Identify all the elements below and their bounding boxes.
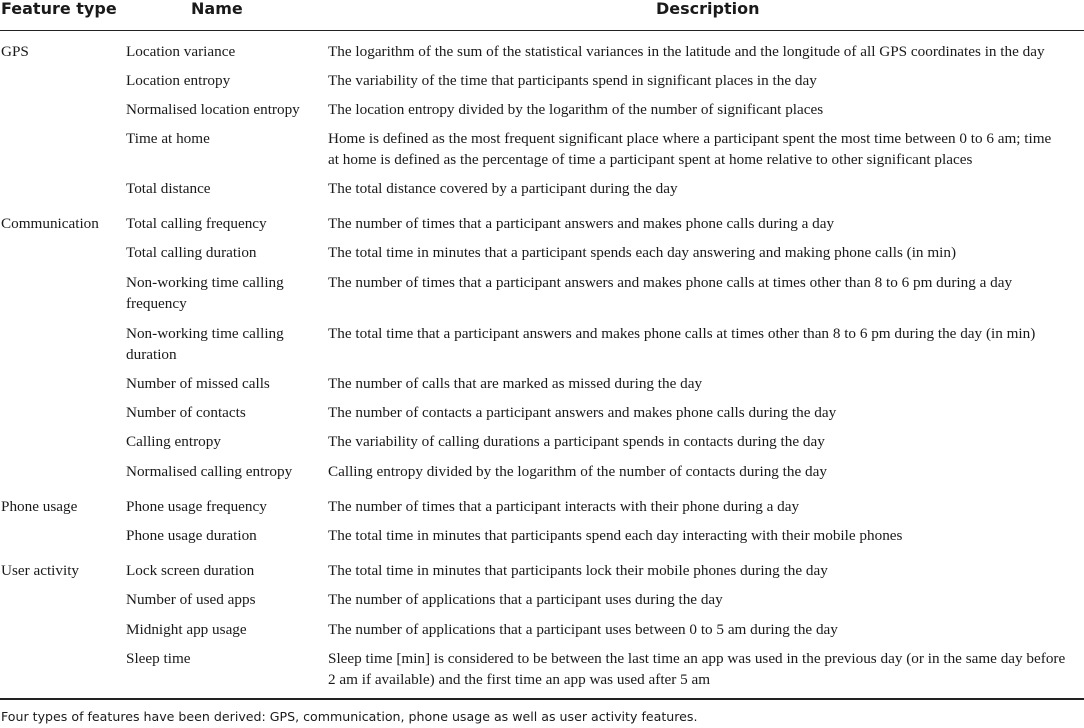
- feature-name-cell: Number of contacts: [126, 404, 246, 421]
- feature-description-cell: The total distance covered by a participant during the day: [328, 180, 678, 197]
- feature-description-cell: The location entropy divided by the logarithm of the number of significant places: [328, 101, 824, 118]
- feature-name-cell: Total distance: [126, 180, 211, 197]
- feature-description-cell: The number of times that a participant interacts with their phone during a day: [328, 498, 800, 515]
- feature-name-cell: Location variance: [126, 43, 236, 60]
- feature-description-cell: The total time in minutes that a participant spends each day answering and making phone calls (in min): [328, 244, 956, 261]
- feature-description-cell: The variability of the time that participants spend in significant places in the day: [328, 72, 817, 89]
- feature-name-cell: Time at home: [126, 130, 210, 147]
- feature-description-cell: Sleep time [min] is considered to be between the last time an app was used in the previous day (or in the same day before: [328, 650, 1066, 667]
- feature-description-cell: The total time in minutes that participants lock their mobile phones during the day: [328, 562, 828, 579]
- feature-description-cell: Calling entropy divided by the logarithm of the number of contacts during the day: [328, 463, 827, 480]
- feature-name-cell: Lock screen duration: [126, 562, 255, 579]
- feature-name-cell: Location entropy: [126, 72, 231, 89]
- feature-name-cell: Total calling duration: [126, 244, 257, 261]
- feature-description-cell: The number of contacts a participant answers and makes phone calls during the day: [328, 404, 837, 421]
- feature-name-cell: Calling entropy: [126, 433, 221, 450]
- header-rule: [0, 30, 1084, 31]
- feature-description-cell: at home is defined as the percentage of time a participant spent at home relative to other significant places: [328, 151, 973, 168]
- feature-type-cell: GPS: [1, 43, 29, 60]
- feature-description-cell: The total time in minutes that participants spend each day interacting with their mobile phones: [328, 527, 903, 544]
- feature-description-cell: The number of times that a participant answers and makes phone calls during a day: [328, 215, 835, 232]
- feature-name-cell: Normalised calling entropy: [126, 463, 293, 480]
- header-description: Description: [656, 0, 760, 18]
- feature-description-cell: The number of times that a participant answers and makes phone calls at times other than 8 to 6 pm during a day: [328, 274, 1013, 291]
- feature-name-cell: Number of used apps: [126, 591, 256, 608]
- feature-name-cell: Non-working time calling: [126, 274, 284, 291]
- feature-name-cell: Total calling frequency: [126, 215, 267, 232]
- feature-name-cell: Midnight app usage: [126, 621, 247, 638]
- feature-name-cell: Sleep time: [126, 650, 191, 667]
- feature-description-cell: 2 am if available) and the first time an app was used after 5 am: [328, 671, 711, 688]
- feature-type-cell: Phone usage: [1, 498, 78, 515]
- feature-type-cell: Communication: [1, 215, 99, 232]
- header-feature-type: Feature type: [1, 0, 117, 18]
- feature-name-cell: Normalised location entropy: [126, 101, 300, 118]
- feature-name-cell: Phone usage duration: [126, 527, 257, 544]
- feature-description-cell: The number of applications that a participant uses between 0 to 5 am during the day: [328, 621, 838, 638]
- feature-name-cell: duration: [126, 346, 177, 363]
- table-bottom-rule: [0, 698, 1084, 700]
- feature-name-cell: Number of missed calls: [126, 375, 270, 392]
- feature-description-cell: The total time that a participant answers and makes phone calls at times other than 8 to 6 pm during the day (in min): [328, 325, 1036, 342]
- feature-name-cell: Phone usage frequency: [126, 498, 267, 515]
- feature-description-cell: The logarithm of the sum of the statistical variances in the latitude and the longitude of all GPS coordinates in the day: [328, 43, 1045, 60]
- table-footnote: Four types of features have been derived: GPS, communication, phone usage as well as user activity features.: [1, 709, 698, 724]
- feature-description-cell: The variability of calling durations a participant spends in contacts during the day: [328, 433, 825, 450]
- feature-description-cell: The number of applications that a participant uses during the day: [328, 591, 723, 608]
- header-name: Name: [191, 0, 243, 18]
- feature-type-cell: User activity: [1, 562, 80, 579]
- feature-name-cell: frequency: [126, 295, 187, 312]
- feature-description-cell: Home is defined as the most frequent significant place where a participant spent the most time between 0 to 6 am; time: [328, 130, 1052, 147]
- feature-name-cell: Non-working time calling: [126, 325, 284, 342]
- feature-description-cell: The number of calls that are marked as missed during the day: [328, 375, 703, 392]
